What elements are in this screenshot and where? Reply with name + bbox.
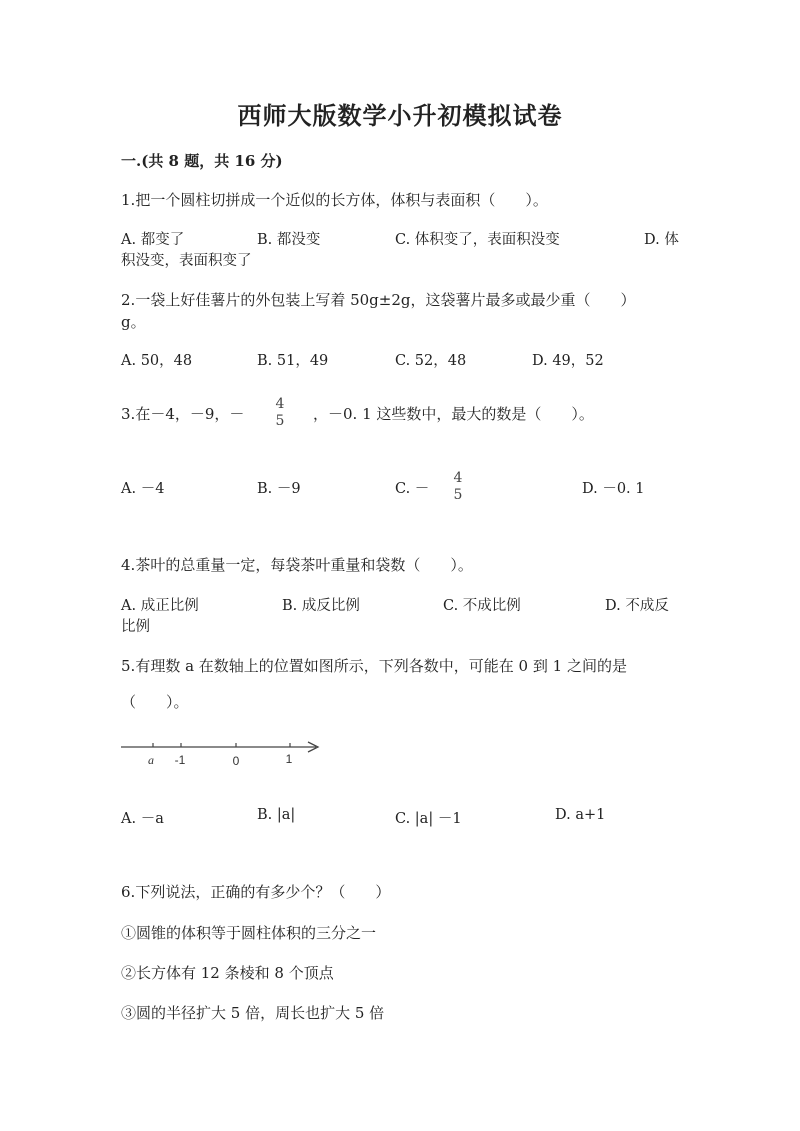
section-heading: 一.(共 8 题，共 16 分) (121, 152, 283, 170)
fraction-numerator: 4 (453, 470, 463, 486)
question-stem-continued: （ ）。 (121, 693, 189, 711)
option-c: C. 52，48 (395, 353, 467, 369)
option-c: C. 不成比例 (443, 598, 521, 614)
statement-3: ③圆的半径扩大 5 倍，周长也扩大 5 倍 (121, 1004, 385, 1022)
option-b: B. 成反比例 (282, 598, 360, 614)
label-minus-one: -1 (174, 753, 186, 767)
option-b: B. 都没变 (257, 232, 321, 248)
option-a: A. 50，48 (121, 353, 193, 369)
label-zero: 0 (232, 754, 240, 768)
question-stem: 在－4，－9，－ (135, 405, 245, 423)
option-c-fraction (450, 470, 466, 504)
question-stem-end: ，－0. 1 这些数中，最大的数是（ ）。 (313, 405, 594, 423)
option-d: D. a+1 (555, 807, 606, 823)
option-d: D. －0. 1 (582, 481, 645, 497)
option-a: A. －4 (121, 481, 165, 497)
question-number: 3. (121, 405, 136, 423)
option-d: D. 49，52 (532, 353, 604, 369)
option-d: D. 不成反 (605, 598, 669, 614)
question-stem: 有理数 a 在数轴上的位置如图所示，下列各数中，可能在 0 到 1 之间的是 (135, 657, 627, 675)
option-b: B. 51，49 (257, 353, 329, 369)
question-stem-continued: g。 (121, 313, 146, 331)
option-c: C. 体积变了，表面积没变 (395, 232, 560, 248)
question-number: 4. (121, 556, 136, 574)
question-text (121, 655, 627, 676)
option-a: A. －a (121, 811, 164, 827)
number-line-figure (118, 735, 338, 775)
option-d-continued: 比例 (121, 619, 150, 635)
option-a: A. 成正比例 (121, 598, 199, 614)
question-stem: 下列说法，正确的有多少个？（ ） (135, 883, 391, 901)
question-stem: 茶叶的总重量一定，每袋茶叶重量和袋数（ ）。 (135, 556, 473, 574)
question-text (121, 289, 636, 310)
question-number: 2. (121, 291, 136, 309)
option-c: C. |a| －1 (395, 811, 462, 827)
question-stem: 一袋上好佳薯片的外包装上写着 50g±2g，这袋薯片最多或最少重（ ） (135, 291, 636, 309)
question-text (121, 189, 548, 210)
question-text (121, 554, 473, 575)
question-number: 1. (121, 191, 136, 209)
question-number: 6. (121, 883, 136, 901)
option-b: B. －9 (257, 481, 301, 497)
fraction (272, 396, 288, 430)
question-text (121, 881, 390, 902)
statement-2: ②长方体有 12 条棱和 8 个顶点 (121, 964, 334, 982)
question-number: 5. (121, 657, 136, 675)
label-one: 1 (285, 752, 293, 766)
question-text-start (121, 403, 244, 424)
option-d: D. 体 (644, 232, 679, 248)
fraction-denominator: 5 (275, 413, 285, 429)
option-a: A. 都变了 (121, 232, 185, 248)
question-stem: 把一个圆柱切拼成一个近似的长方体，体积与表面积（ ）。 (135, 191, 548, 209)
fraction-numerator: 4 (275, 396, 285, 412)
page-title: 西师大版数学小升初模拟试卷 (237, 101, 563, 130)
option-b: B. |a| (257, 807, 296, 823)
fraction-denominator: 5 (453, 487, 463, 503)
option-c: C. － (395, 481, 430, 497)
option-d-continued: 积没变，表面积变了 (121, 253, 252, 269)
label-a: a (148, 753, 154, 767)
statement-1: ①圆锥的体积等于圆柱体积的三分之一 (121, 924, 377, 942)
